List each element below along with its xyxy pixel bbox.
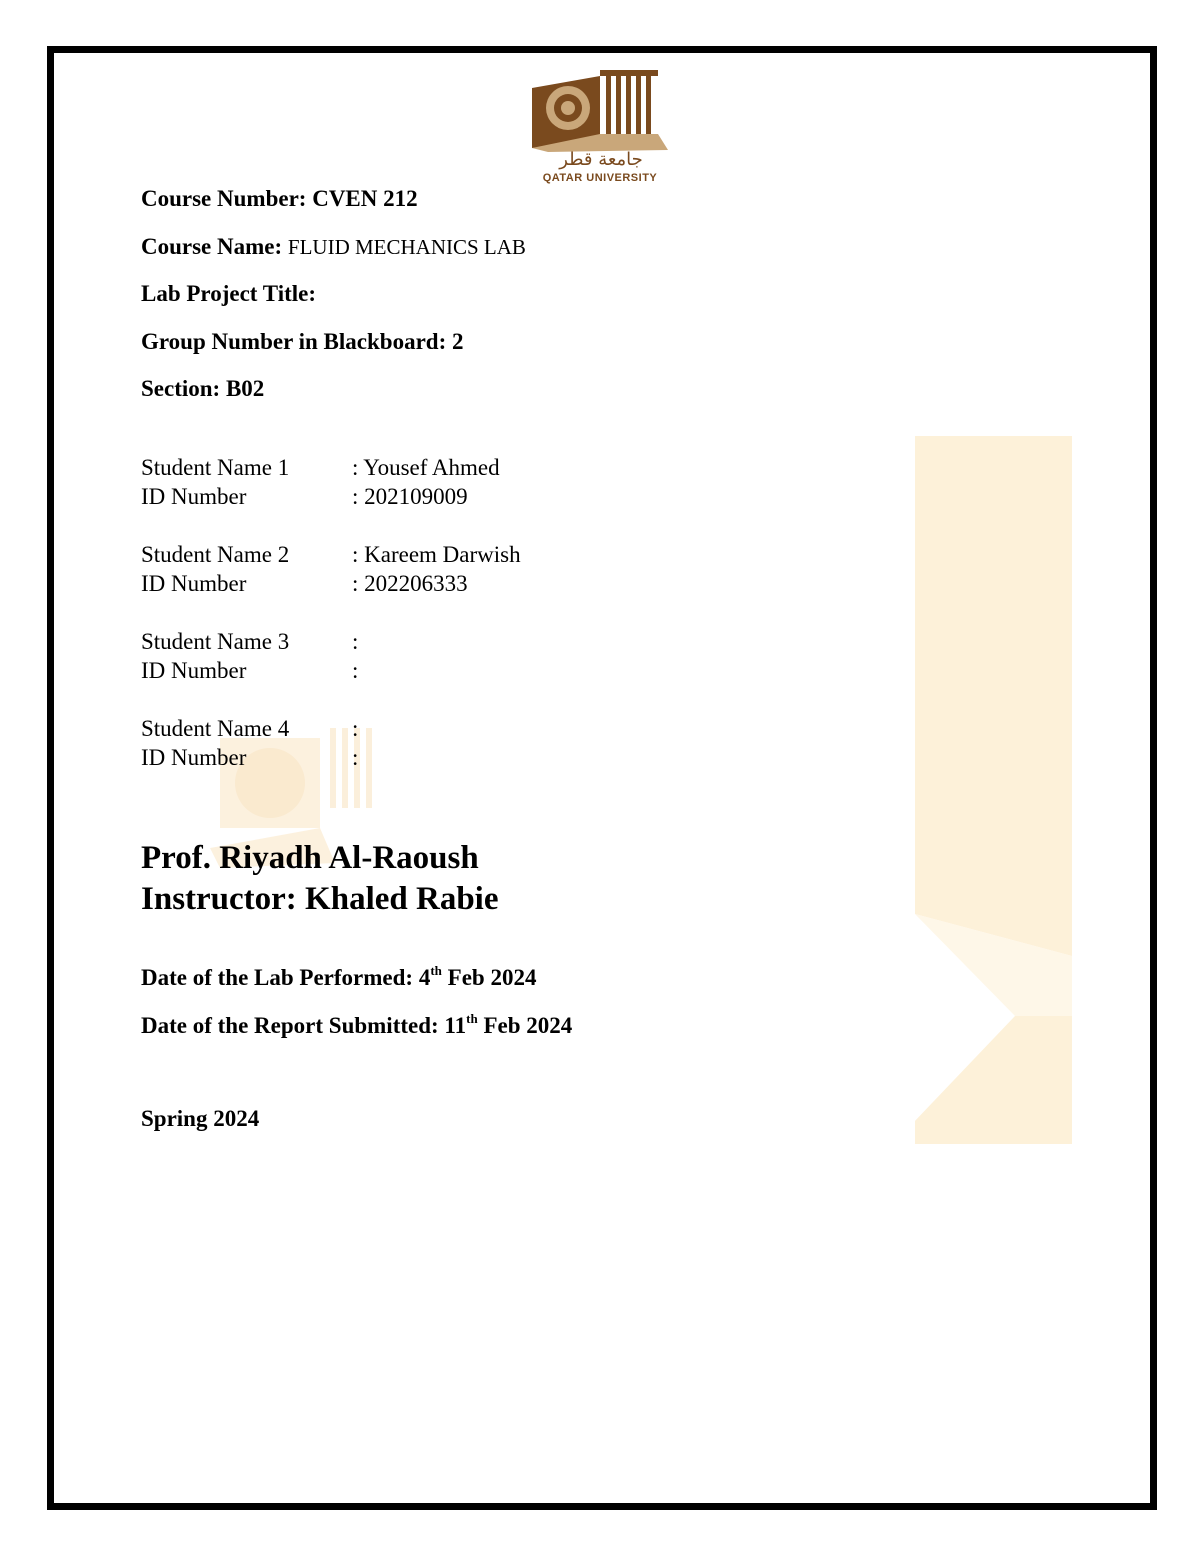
professor-name: Prof. Riyadh Al-Raoush [141, 840, 479, 876]
qatar-university-logo [528, 68, 672, 192]
section-line [141, 376, 264, 402]
student-entry [141, 627, 358, 685]
id-number-value: : [352, 658, 359, 683]
course-number-value: CVEN 212 [312, 186, 418, 211]
date-performed-line [141, 963, 536, 991]
course-name-label: Course Name: [141, 234, 283, 259]
lab-project-title-line [141, 281, 316, 307]
id-number-value: : 202109009 [352, 484, 468, 509]
course-number-line [141, 186, 418, 212]
instructor-name: Instructor: Khaled Rabie [141, 881, 499, 917]
student-name-label: Student Name 2 [141, 542, 290, 567]
student-name-value: : Kareem Darwish [352, 542, 521, 567]
term: Spring 2024 [141, 1106, 260, 1131]
id-number-label: ID Number [141, 571, 247, 596]
group-number-label: Group Number in Blackboard: [141, 329, 447, 354]
student-name-label: Student Name 3 [141, 629, 290, 654]
section-value: B02 [225, 376, 265, 401]
date-submitted-line [141, 1011, 572, 1039]
id-number-label: ID Number [141, 484, 247, 509]
date-performed-label: Date of the Lab Performed: 4 [141, 965, 431, 990]
group-number-line [141, 329, 463, 355]
id-number-value: : 202206333 [352, 571, 468, 596]
course-name-line [141, 234, 526, 260]
id-number-label: ID Number [141, 658, 247, 683]
date-submitted-suffix: th [466, 1011, 478, 1026]
student-name-label: Student Name 1 [141, 455, 290, 480]
date-performed-rest: Feb 2024 [441, 965, 537, 990]
student-name-value: : [352, 629, 359, 654]
course-name-value: FLUID MECHANICS LAB [287, 235, 526, 259]
logo-english-text: QATAR UNIVERSITY [542, 172, 658, 184]
course-number-label: Course Number: [141, 186, 307, 211]
lab-project-title-label: Lab Project Title: [141, 281, 317, 306]
student-entry [141, 714, 358, 772]
date-submitted-label: Date of the Report Submitted: 11 [141, 1013, 467, 1038]
group-number-value: 2 [451, 329, 464, 354]
student-entry [141, 540, 521, 598]
logo-arabic-text: جامعة قطر [559, 149, 643, 170]
section-label: Section: [141, 376, 221, 401]
student-name-label: Student Name 4 [141, 716, 290, 741]
decorative-background-shape [915, 436, 1072, 1144]
id-number-value: : [352, 745, 359, 770]
student-entry [141, 453, 500, 511]
id-number-label: ID Number [141, 745, 247, 770]
date-performed-suffix: th [430, 963, 442, 978]
date-submitted-rest: Feb 2024 [477, 1013, 573, 1038]
student-name-value: : [352, 716, 359, 741]
student-name-value: : Yousef Ahmed [352, 455, 500, 480]
